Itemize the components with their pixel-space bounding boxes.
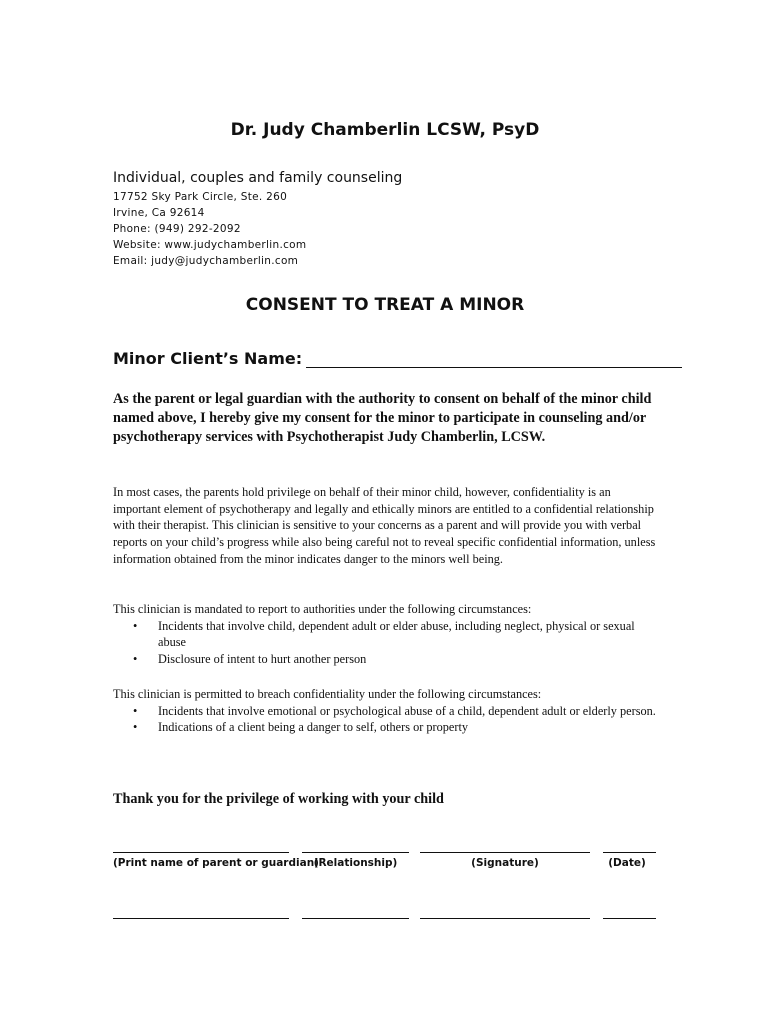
- bullet-icon: •: [133, 720, 138, 735]
- website: Website: www.judychamberlin.com: [113, 239, 307, 251]
- mandated-intro: This clinician is mandated to report to authorities under the following circumstances:: [113, 602, 532, 616]
- consent-statement: As the parent or legal guardian with the authority to consent on behalf of the minor child named above, I hereby give my consent for the minor to participate in counseling and/or psychotherapy services with Psychotherapist Judy Chamberlin, LCSW.: [113, 391, 652, 445]
- permitted-list: [113, 703, 658, 736]
- date-caption: (Date): [608, 857, 646, 869]
- mandated-list: [113, 618, 658, 668]
- address-line-2: Irvine, Ca 92614: [113, 207, 205, 219]
- relationship-line-2[interactable]: [302, 918, 409, 919]
- bullet-icon: •: [133, 618, 138, 633]
- parent-name-line-2[interactable]: [113, 918, 289, 919]
- permitted-intro: This clinician is permitted to breach confidentiality under the following circumstances:: [113, 687, 542, 701]
- list-item: • Incidents that involve emotional or psychological abuse of a child, dependent adult or elderly person.: [133, 703, 656, 718]
- relationship-line[interactable]: [302, 852, 409, 853]
- signature-caption: (Signature): [471, 857, 539, 869]
- list-item: • Incidents that involve child, dependent adult or elder abuse, including neglect, physical or sexual abuse: [133, 618, 635, 650]
- practitioner-name: Dr. Judy Chamberlin LCSW, PsyD: [230, 120, 540, 140]
- minor-name-field[interactable]: [306, 352, 682, 368]
- permitted-section: [113, 686, 658, 736]
- parent-name-line[interactable]: [113, 852, 289, 853]
- bullet-icon: •: [133, 703, 138, 718]
- bullet-icon: •: [133, 652, 138, 667]
- mandated-section: [113, 601, 658, 668]
- relationship-caption: (Relationship): [313, 857, 398, 869]
- signature-line[interactable]: [420, 852, 590, 853]
- thank-you-note: Thank you for the privilege of working with your child: [113, 791, 444, 807]
- date-line-2[interactable]: [603, 918, 656, 919]
- address-line-1: 17752 Sky Park Circle, Ste. 260: [113, 191, 288, 203]
- list-item: • Indications of a client being a danger to self, others or property: [133, 720, 469, 735]
- practice-description: Individual, couples and family counseling: [113, 170, 403, 186]
- list-item: • Disclosure of intent to hurt another person: [133, 652, 367, 667]
- minor-name-row: [113, 349, 682, 368]
- phone: Phone: (949) 292-2092: [113, 223, 241, 235]
- date-line[interactable]: [603, 852, 656, 853]
- parent-name-caption: (Print name of parent or guardian): [113, 857, 319, 869]
- minor-name-label: Minor Client’s Name:: [113, 349, 303, 368]
- signature-line-2[interactable]: [420, 918, 590, 919]
- contact-block: [113, 189, 306, 269]
- privilege-paragraph: In most cases, the parents hold privilege on behalf of their minor child, however, confidentiality is an important element of psychotherapy and legally and ethically minors are entitled to a confidential relationship with their therapist. This clinician is sensitive to your concerns as a parent and will provide you with verbal reports on your child’s progress while also being careful not to reveal specific confidential information, unless information obtained from the minor indicates danger to the minors well being.: [113, 485, 656, 566]
- email: Email: judy@judychamberlin.com: [113, 255, 299, 267]
- form-heading: CONSENT TO TREAT A MINOR: [245, 295, 525, 315]
